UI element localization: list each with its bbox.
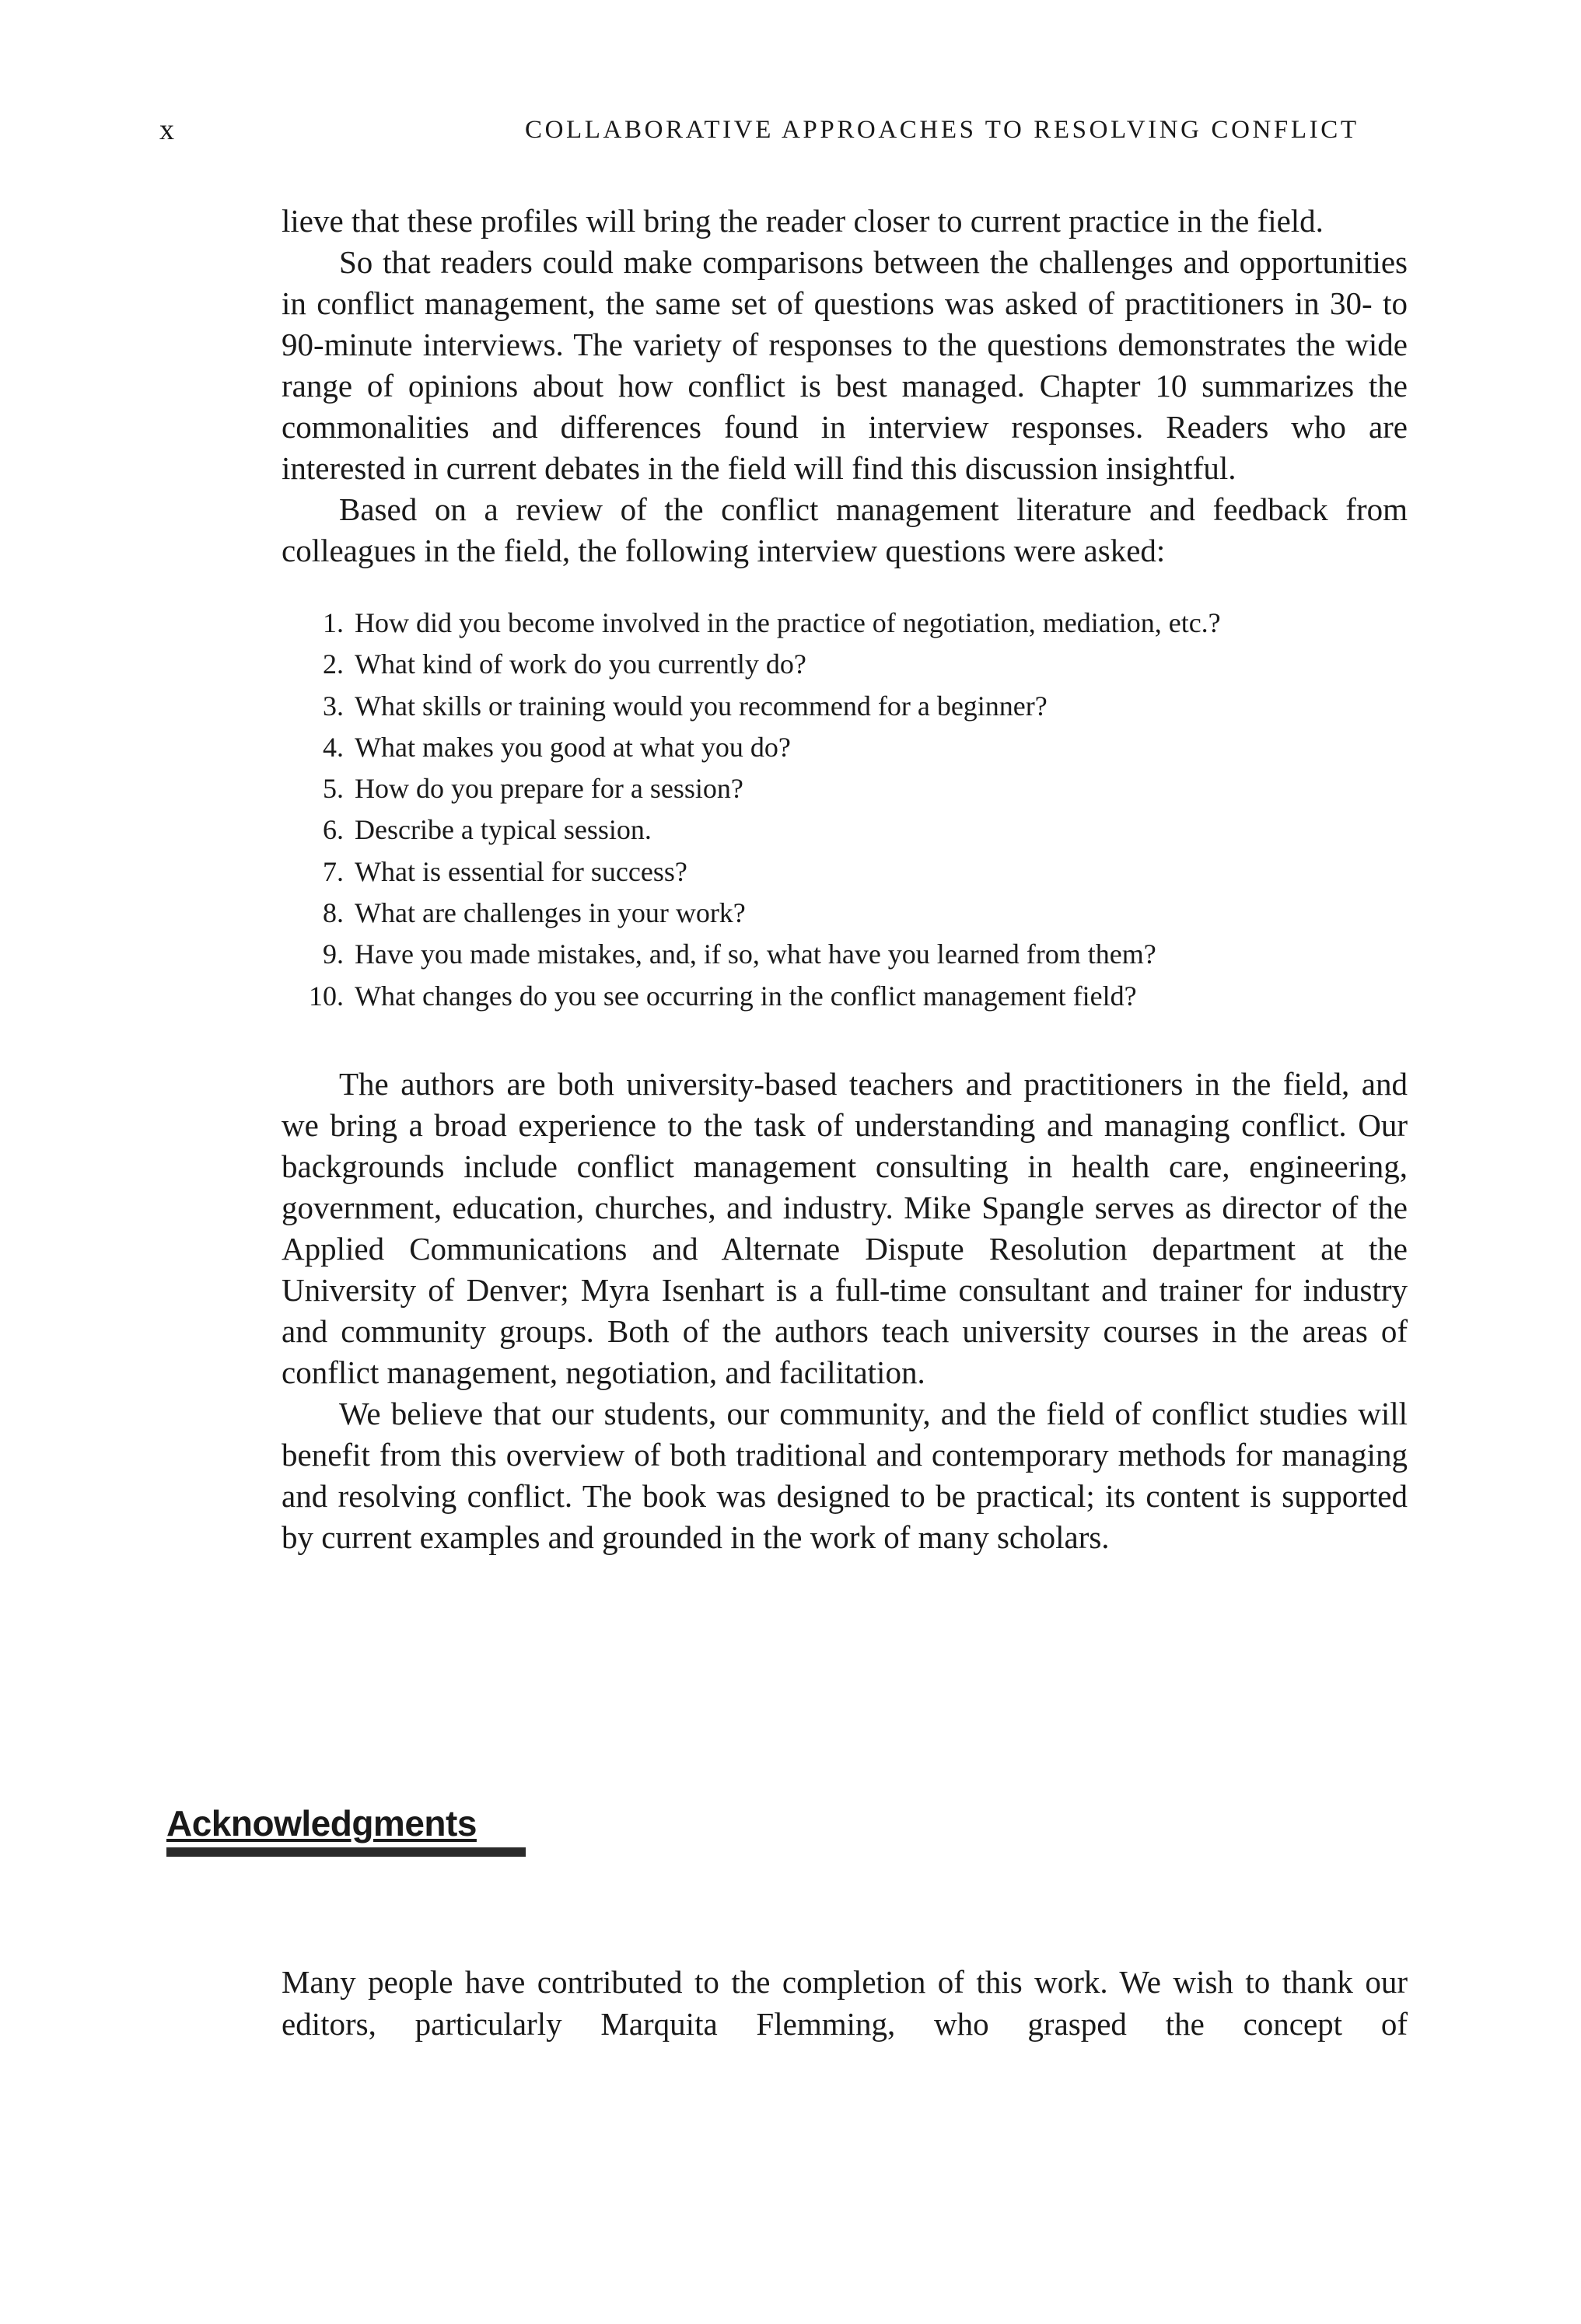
list-item-number: 5. [323, 773, 344, 805]
list-item-number: 1. [323, 607, 344, 638]
list-item [282, 976, 1408, 1017]
paragraph: lieve that these profiles will bring the reader closer to current practice in the field. [282, 203, 1324, 239]
paragraph: The authors are both university-based teachers and practitioners in the field, and we bring a broad experience to the task of understanding and managing conflict. Our backgrounds include conflict management consulting in health care, engineering, government, education, churches, and industry. Mike Spangle serves as director of the Applied Communications and Alternate Dispute Resolution department at the University of Denver; Myra Isenhart is a full-time consultant and trainer for industry and community groups. Both of the authors teach university courses in the areas of conflict management, negotiation, and facilitation. [282, 1065, 1408, 1390]
list-item [282, 934, 1408, 975]
page-number: x [159, 114, 174, 146]
list-item-text: What makes you good at what you do? [355, 731, 791, 763]
list-item-text: How do you prepare for a session? [355, 773, 743, 805]
list-item [282, 686, 1408, 727]
list-item-number: 4. [323, 731, 344, 763]
paragraph: So that readers could make comparisons between the challenges and opportunities in conflict management, the same set of questions was asked of practitioners in 30- to 90-minute interviews. The variety of responses to the questions demonstrates the wide range of opinions about how conflict is best managed. Chapter 10 summarizes the commonalities and differences found in interview responses. Readers who are interested in current debates in the field will find this discussion insightful. [282, 244, 1408, 486]
list-item-number: 10. [309, 980, 344, 1012]
list-item-number: 3. [323, 690, 344, 722]
list-item-text: Have you made mistakes, and, if so, what have you learned from them? [355, 938, 1156, 970]
paragraph: Many people have contributed to the completion of this work. We wish to thank our editors, particularly Marquita Flemming, who grasped the concept of [282, 1964, 1408, 2042]
interview-questions-list [282, 603, 1408, 1017]
acknowledgments-text [282, 1961, 1408, 2045]
list-item [282, 727, 1408, 768]
list-item-text: What is essential for success? [355, 855, 687, 887]
paragraph: Based on a review of the conflict management literature and feedback from colleagues in the field, the following interview questions were asked: [282, 491, 1408, 568]
running-head: COLLABORATIVE APPROACHES TO RESOLVING CONFLICT [525, 116, 1359, 144]
list-item [282, 603, 1408, 644]
main-text [282, 201, 1408, 1558]
section-heading: Acknowledgments [166, 1803, 477, 1843]
list-item-text: How did you become involved in the practice of negotiation, mediation, etc.? [355, 607, 1221, 638]
heading-rule [166, 1847, 526, 1857]
list-item-number: 8. [323, 897, 344, 929]
list-item-text: What changes do you see occurring in the conflict management field? [355, 980, 1137, 1012]
list-item-text: What kind of work do you currently do? [355, 648, 806, 680]
list-item-text: What skills or training would you recommend for a beginner? [355, 690, 1048, 722]
paragraph: We believe that our students, our community, and the field of conflict studies will benefit from this overview of both traditional and contemporary methods for managing and resolving conflict. The book was designed to be practical; its content is supported by current examples and grounded in the work of many scholars. [282, 1395, 1408, 1555]
list-item-text: Describe a typical session. [355, 814, 652, 846]
list-item-number: 6. [323, 814, 344, 846]
list-item-text: What are challenges in your work? [355, 897, 746, 929]
list-item-number: 7. [323, 855, 344, 887]
list-item [282, 644, 1408, 685]
list-item [282, 768, 1408, 809]
list-item-number: 9. [323, 938, 344, 970]
list-item-number: 2. [323, 648, 344, 680]
list-item [282, 851, 1408, 893]
acknowledgments-section-header [166, 1802, 526, 1857]
list-item [282, 893, 1408, 934]
list-item [282, 809, 1408, 851]
